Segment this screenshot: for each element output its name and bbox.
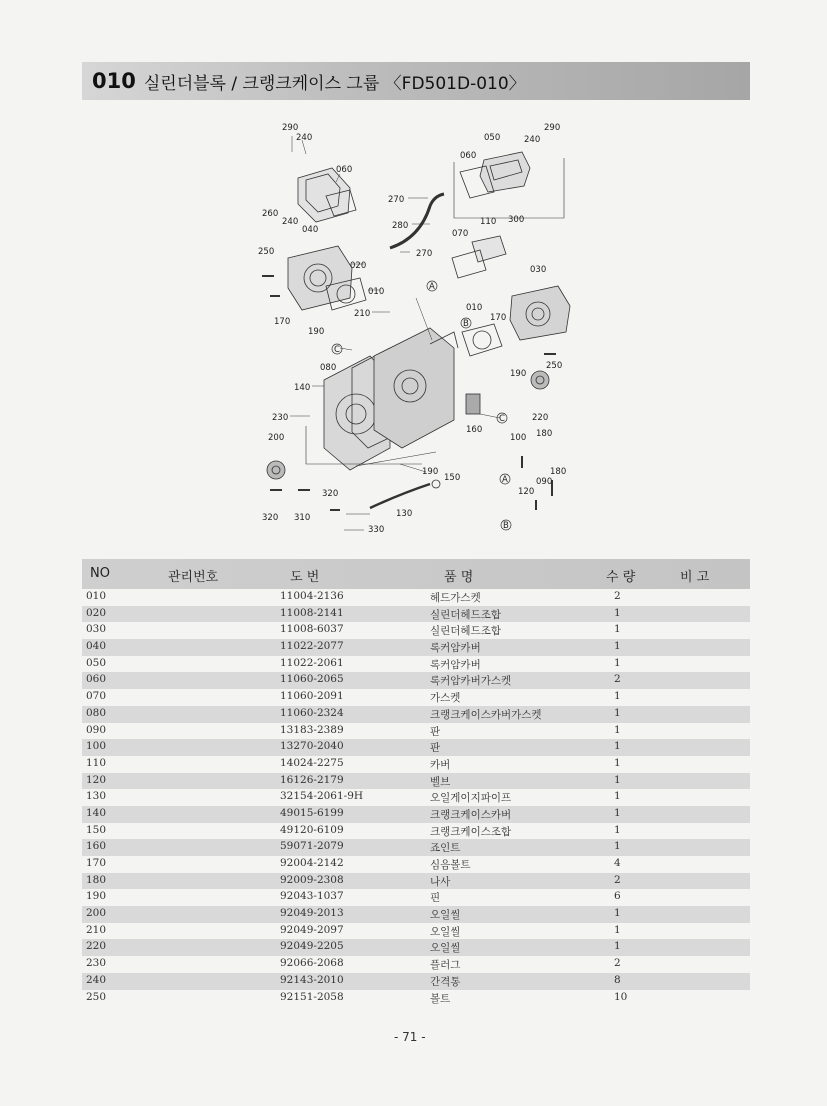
row-part-name: 볼트 — [430, 992, 451, 1005]
row-no: 180 — [86, 873, 107, 886]
callout-200: 200 — [268, 433, 285, 443]
row-quantity: 1 — [614, 690, 621, 703]
callout-190: 190 — [308, 327, 325, 337]
table-row — [82, 622, 750, 639]
row-part-number: 92151-2058 — [280, 990, 344, 1003]
table-row — [82, 639, 750, 656]
table-row — [82, 939, 750, 956]
row-part-number: 92009-2308 — [280, 873, 344, 886]
callout-040: 040 — [302, 225, 319, 235]
row-part-number: 92004-2142 — [280, 857, 344, 869]
callout-170: 170 — [274, 317, 291, 327]
table-row — [82, 723, 750, 740]
row-no: 220 — [86, 940, 107, 953]
row-part-name: 오일씰 — [430, 909, 461, 922]
callout-120: 120 — [518, 487, 535, 497]
row-part-number: 49120-6109 — [280, 823, 344, 836]
table-row — [82, 873, 750, 890]
callout-240: 240 — [282, 217, 299, 227]
row-no: 070 — [86, 690, 107, 703]
row-part-name: 핀 — [430, 892, 441, 905]
row-part-name: 실린더헤드조합 — [430, 608, 502, 621]
row-quantity: 8 — [614, 973, 621, 986]
table-row — [82, 839, 750, 856]
row-part-name: 오일씰 — [430, 925, 461, 938]
callout-300: 300 — [508, 215, 525, 225]
callout-240: 240 — [296, 133, 313, 143]
callout-320: 320 — [262, 513, 279, 523]
row-quantity: 10 — [614, 990, 628, 1003]
callout-320: 320 — [322, 489, 339, 499]
row-part-number: 11060-2324 — [280, 706, 344, 719]
row-no: 060 — [86, 673, 107, 686]
table-row — [82, 923, 750, 940]
row-part-name: 판 — [430, 725, 441, 738]
table-row — [82, 823, 750, 840]
callout-070: 070 — [452, 229, 469, 239]
row-part-name: 크랭크케이스카버 — [430, 808, 512, 821]
table-row — [82, 589, 750, 606]
row-part-name: 판 — [430, 742, 441, 755]
callout-240: 240 — [524, 135, 541, 145]
callout-260: 260 — [262, 209, 279, 219]
row-part-number: 14024-2275 — [280, 756, 344, 769]
row-quantity: 1 — [614, 706, 621, 719]
callout-170: 170 — [490, 313, 507, 323]
row-part-name: 크랭크케이스조합 — [430, 825, 512, 838]
callout-220: 220 — [532, 413, 549, 423]
header-no: NO — [90, 566, 110, 581]
table-row — [82, 656, 750, 673]
header-part-name: 품 명 — [444, 570, 474, 585]
row-part-number: 11060-2065 — [280, 673, 344, 686]
row-part-number: 13270-2040 — [280, 740, 344, 753]
row-quantity: 1 — [614, 640, 621, 653]
row-no: 230 — [86, 957, 107, 970]
row-no: 110 — [86, 756, 107, 769]
header-mgmt: 관리번호 — [168, 570, 219, 585]
row-quantity: 1 — [614, 806, 621, 819]
row-part-name: 가스켓 — [430, 692, 461, 705]
row-part-number: 11022-2061 — [280, 656, 344, 669]
section-title-bar — [82, 62, 750, 100]
row-part-number: 92049-2205 — [280, 940, 344, 953]
row-quantity: 1 — [614, 723, 621, 736]
row-quantity: 1 — [614, 823, 621, 836]
row-part-name: 플러그 — [430, 959, 461, 972]
table-row — [82, 889, 750, 906]
callout-010: 010 — [368, 287, 385, 297]
row-quantity: 1 — [614, 790, 621, 803]
callout-B: B — [463, 319, 469, 329]
callout-B: B — [503, 521, 509, 531]
callout-050: 050 — [484, 133, 501, 143]
row-no: 020 — [86, 606, 107, 619]
row-no: 130 — [86, 790, 107, 803]
row-quantity: 2 — [614, 957, 621, 970]
table-row — [82, 739, 750, 756]
row-quantity: 1 — [614, 606, 621, 619]
row-part-number: 11008-2141 — [280, 606, 344, 619]
table-row — [82, 672, 750, 689]
table-row — [82, 606, 750, 623]
row-part-number: 11060-2091 — [280, 690, 344, 703]
table-body — [82, 589, 750, 1006]
row-part-name: 크랭크케이스카버가스켓 — [430, 708, 542, 721]
row-no: 030 — [86, 623, 107, 636]
header-part-number: 도 번 — [290, 570, 320, 585]
table-row — [82, 806, 750, 823]
page-number: - 71 - — [394, 1030, 426, 1044]
row-quantity: 2 — [614, 673, 621, 686]
row-part-number: 92049-2013 — [280, 907, 344, 920]
row-part-number: 92066-2068 — [280, 957, 344, 970]
callout-310: 310 — [294, 513, 311, 523]
callout-190: 190 — [510, 369, 527, 379]
row-part-number: 11004-2136 — [280, 590, 344, 602]
callout-210: 210 — [354, 309, 371, 319]
row-no: 160 — [86, 840, 107, 853]
row-no: 210 — [86, 923, 107, 936]
row-quantity: 1 — [614, 940, 621, 953]
row-no: 250 — [86, 990, 107, 1003]
row-quantity: 1 — [614, 773, 621, 786]
row-quantity: 6 — [614, 890, 621, 903]
row-no: 080 — [86, 706, 107, 719]
row-part-name: 심음볼트 — [430, 859, 471, 871]
row-part-number: 92143-2010 — [280, 973, 344, 986]
row-part-number: 92049-2097 — [280, 923, 344, 936]
row-no: 150 — [86, 823, 107, 836]
row-part-name: 록커암카버 — [430, 658, 481, 671]
row-part-name: 록커암카버 — [430, 642, 481, 655]
callout-090: 090 — [536, 477, 553, 487]
row-part-number: 16126-2179 — [280, 773, 344, 786]
row-no: 040 — [86, 640, 107, 653]
callout-230: 230 — [272, 413, 289, 423]
row-quantity: 1 — [614, 840, 621, 853]
callout-160: 160 — [466, 425, 483, 435]
exploded-parts-diagram — [240, 118, 585, 536]
callout-290: 290 — [282, 123, 299, 133]
row-no: 170 — [86, 857, 107, 869]
row-part-number: 49015-6199 — [280, 806, 344, 819]
callout-180: 180 — [550, 467, 567, 477]
table-row — [82, 773, 750, 790]
row-part-name: 벨브 — [430, 775, 451, 788]
callout-020: 020 — [350, 261, 367, 271]
callout-080: 080 — [320, 363, 337, 373]
row-no: 240 — [86, 973, 107, 986]
callout-270: 270 — [416, 249, 433, 259]
row-no: 200 — [86, 907, 107, 920]
row-quantity: 1 — [614, 756, 621, 769]
header-note: 비 고 — [680, 570, 710, 585]
callout-060: 060 — [336, 165, 353, 175]
callout-180: 180 — [536, 429, 553, 439]
callout-190: 190 — [422, 467, 439, 477]
table-row — [82, 756, 750, 773]
callout-270: 270 — [388, 195, 405, 205]
header-quantity: 수 량 — [606, 570, 636, 585]
row-part-number: 32154-2061-9H — [280, 790, 364, 803]
diagram-svg — [240, 118, 585, 536]
callout-250: 250 — [258, 247, 275, 257]
row-quantity: 2 — [614, 590, 621, 602]
row-part-name: 간격통 — [430, 975, 461, 988]
callout-060: 060 — [460, 151, 477, 161]
table-row — [82, 973, 750, 990]
row-quantity: 1 — [614, 623, 621, 636]
section-title: 실린더블록 / 크랭크케이스 그룹 〈FD501D-010〉 — [143, 73, 526, 94]
row-part-number: 11008-6037 — [280, 623, 344, 636]
row-no: 140 — [86, 806, 107, 819]
row-quantity: 1 — [614, 740, 621, 753]
table-row — [82, 956, 750, 973]
row-part-name: 죠인트 — [430, 842, 461, 855]
callout-290: 290 — [544, 123, 561, 133]
row-quantity: 2 — [614, 873, 621, 886]
table-row — [82, 689, 750, 706]
table-row — [82, 906, 750, 923]
section-code: 010 — [92, 69, 136, 93]
row-quantity: 1 — [614, 923, 621, 936]
row-no: 050 — [86, 656, 107, 669]
table-row — [82, 990, 750, 1007]
table-row — [82, 856, 750, 873]
callout-A: A — [429, 282, 435, 292]
callout-130: 130 — [396, 509, 413, 519]
callout-C: C — [334, 345, 340, 355]
row-no: 120 — [86, 773, 107, 786]
parts-table — [82, 559, 750, 1006]
table-row — [82, 706, 750, 723]
row-part-number: 13183-2389 — [280, 723, 344, 736]
row-no: 190 — [86, 890, 107, 903]
table-header — [82, 559, 750, 589]
row-part-name: 오일씰 — [430, 942, 461, 955]
row-part-name: 록커암카버가스켓 — [430, 675, 512, 688]
row-quantity: 1 — [614, 656, 621, 669]
row-quantity: 4 — [614, 857, 621, 869]
row-part-number: 92043-1037 — [280, 890, 344, 903]
callout-140: 140 — [294, 383, 311, 393]
callout-110: 110 — [480, 217, 497, 227]
callout-280: 280 — [392, 221, 409, 231]
row-part-name: 오일게이지파이프 — [430, 792, 512, 805]
callout-150: 150 — [444, 473, 461, 483]
row-part-name: 실린더헤드조합 — [430, 625, 502, 638]
callout-100: 100 — [510, 433, 527, 443]
row-part-name: 카버 — [430, 758, 451, 771]
row-part-number: 59071-2079 — [280, 840, 344, 853]
callout-C: C — [499, 414, 505, 424]
row-no: 100 — [86, 740, 107, 753]
callout-030: 030 — [530, 265, 547, 275]
callout-A: A — [502, 475, 508, 485]
table-row — [82, 789, 750, 806]
callout-010: 010 — [466, 303, 483, 313]
row-no: 010 — [86, 590, 107, 602]
row-part-name: 나사 — [430, 875, 451, 888]
row-no: 090 — [86, 723, 107, 736]
row-part-name: 헤드가스켓 — [430, 592, 481, 604]
callout-250: 250 — [546, 361, 563, 371]
callout-330: 330 — [368, 525, 385, 535]
row-quantity: 1 — [614, 907, 621, 920]
row-part-number: 11022-2077 — [280, 640, 344, 653]
